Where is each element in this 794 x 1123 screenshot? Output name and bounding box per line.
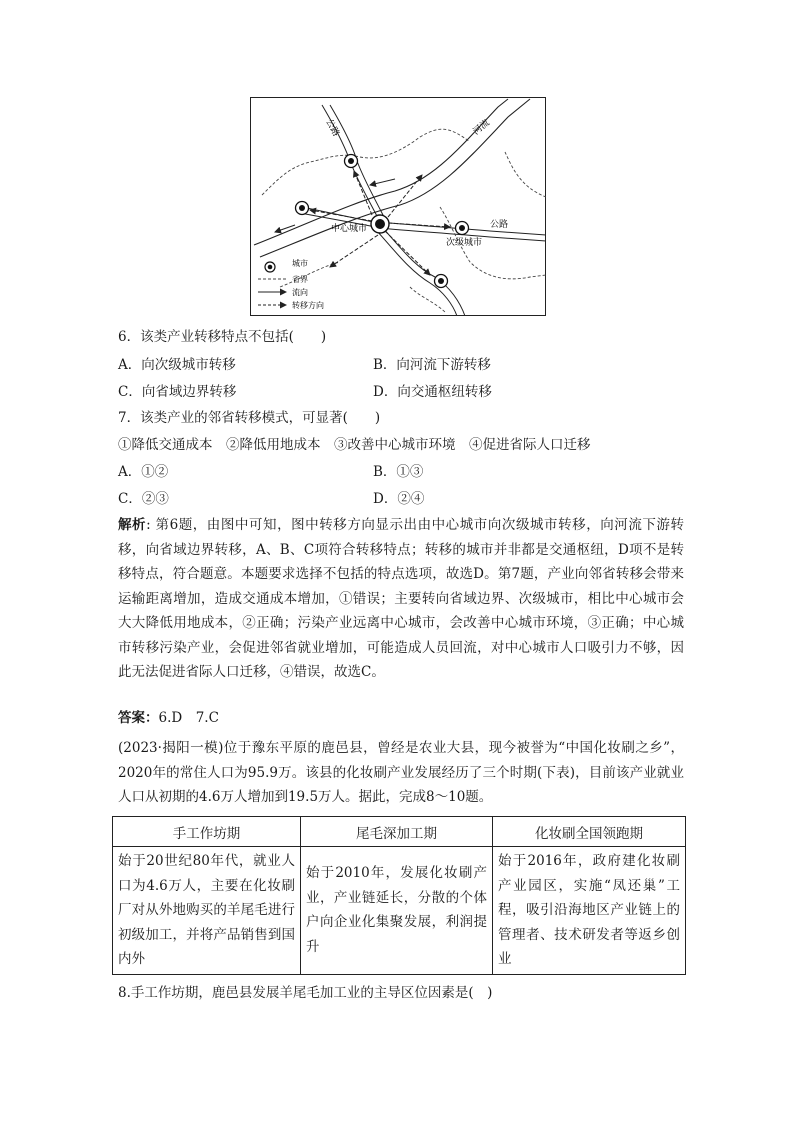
table-row [113, 847, 686, 975]
question-6-stem: 6．该类产业转移特点不包括( ) [118, 329, 327, 345]
city-icon [296, 202, 309, 215]
secondary-city-label: 次级城市 [446, 238, 483, 248]
table-header: 尾毛深加工期 [301, 817, 493, 847]
answer-text: 6.D 7.C [158, 710, 219, 726]
map-svg [250, 97, 546, 316]
q7-option-c: C．②③ [118, 491, 169, 507]
q6-option-a: A．向次级城市转移 [118, 357, 236, 373]
center-city-icon [371, 215, 389, 233]
table-header: 化妆刷全国领跑期 [493, 817, 686, 847]
q6-option-c: C．向省域边界转移 [118, 384, 237, 400]
development-periods-table [112, 816, 686, 975]
intro-paragraph: (2023·揭阳一模)位于豫东平原的鹿邑县，曾经是农业大县，现今被誉为“中国化妆刷之乡”，2020年的常住人口为95.9万。该县的化妆刷产业发展经历了三个时期(下表)，目前该产业就业人口从初期的4.6万人增加到19.5万人。据此，完成8～10题。 [118, 740, 684, 805]
q7-option-b: B．①③ [373, 464, 424, 480]
road-label-right: 公路 [490, 220, 509, 230]
analysis-paragraph: 解析: 第6题，由图中可知，图中转移方向显示出由中心城市向次级城市转移，向河流下游转移，向省域边界转移，A、B、C项符合转移特点；转移的城市并非都是交通枢纽，D项不是转移特点，符合题意。本题要求选择不包括的特点选项，故选D。第7题，产业向邻省转移会带来运输距离增加，造成交通成本增加，①错误；主要转向省域边界、次级城市，相比中心城市会大大降低用地成本，②正确；污染产业远离中心城市，会改善中心城市环境，③正确；中心城市转移污染产业，会促进邻省就业增加，可能造成人员回流，对中心城市人口吸引力不够，因此无法促进省际人口迁移，④错误，故选C。 [118, 517, 685, 680]
question-8-stem: 8.手工作坊期，鹿邑县发展羊尾毛加工业的主导区位因素是( ) [118, 985, 493, 1001]
city-icon [456, 222, 469, 235]
q7-option-d: D．②④ [373, 491, 425, 507]
q6-option-d: D．向交通枢纽转移 [373, 384, 492, 400]
question-7-stem: 7．该类产业的邻省转移模式，可显著( ) [118, 410, 381, 426]
answer-label: 答案 [118, 710, 145, 726]
table-cell: 始于2016年，政府建化妆刷产业园区，实施“凤还巢”工程，吸引沿海地区产业链上的管理者、技术研发者等返乡创业 [493, 847, 686, 975]
legend-city-label: 城市 [292, 259, 308, 268]
legend-flow-label: 流向 [292, 288, 308, 297]
table-cell: 始于2010年，发展化妆刷产业，产业链延长，分散的个体户向企业化集聚发展，利润提升 [301, 847, 493, 975]
river-label: 河流 [471, 118, 492, 138]
city-icon [345, 155, 358, 168]
q7-option-a: A．①② [118, 464, 169, 480]
road-label-top: 公路 [323, 117, 341, 139]
q7-choices: ①降低交通成本 ②降低用地成本 ③改善中心城市环境 ④促进省际人口迁移 [118, 437, 591, 453]
analysis-label: 解析 [118, 517, 147, 533]
industry-transfer-map [250, 97, 546, 316]
q6-option-b: B．向河流下游转移 [373, 357, 491, 373]
center-city-label: 中心城市 [331, 224, 368, 234]
analysis-text: 第6题，由图中可知，图中转移方向显示出由中心城市向次级城市转移，向河流下游转移，向省域边界转移，A、B、C项符合转移特点；转移的城市并非都是交通枢纽，D项不是转移特点，符合题意。本题要求选择不包括的特点选项，故选D。第7题，产业向邻省转移会带来运输距离增加，造成交通成本增加，①错误；主要转向省域边界、次级城市，相比中心城市会大大降低用地成本，②正确；污染产业远离中心城市，会改善中心城市环境，③正确；中心城市转移污染产业，会促进邻省就业增加，可能造成人员回流，对中心城市人口吸引力不够，因此无法促进省际人口迁移，④错误，故选C。 [118, 517, 685, 680]
table-header-row [113, 817, 686, 847]
answer-line: 答案：6.D 7.C [118, 710, 219, 726]
table-cell: 始于20世纪80年代，就业人口为4.6万人，主要在化妆刷厂对从外地购买的羊尾毛进行初级加工，并将产品销售到国内外 [113, 847, 301, 975]
city-icon [435, 275, 448, 288]
legend-border-label: 省界 [292, 275, 308, 284]
legend-transfer-label: 转移方向 [292, 301, 324, 310]
table-header: 手工作坊期 [113, 817, 301, 847]
